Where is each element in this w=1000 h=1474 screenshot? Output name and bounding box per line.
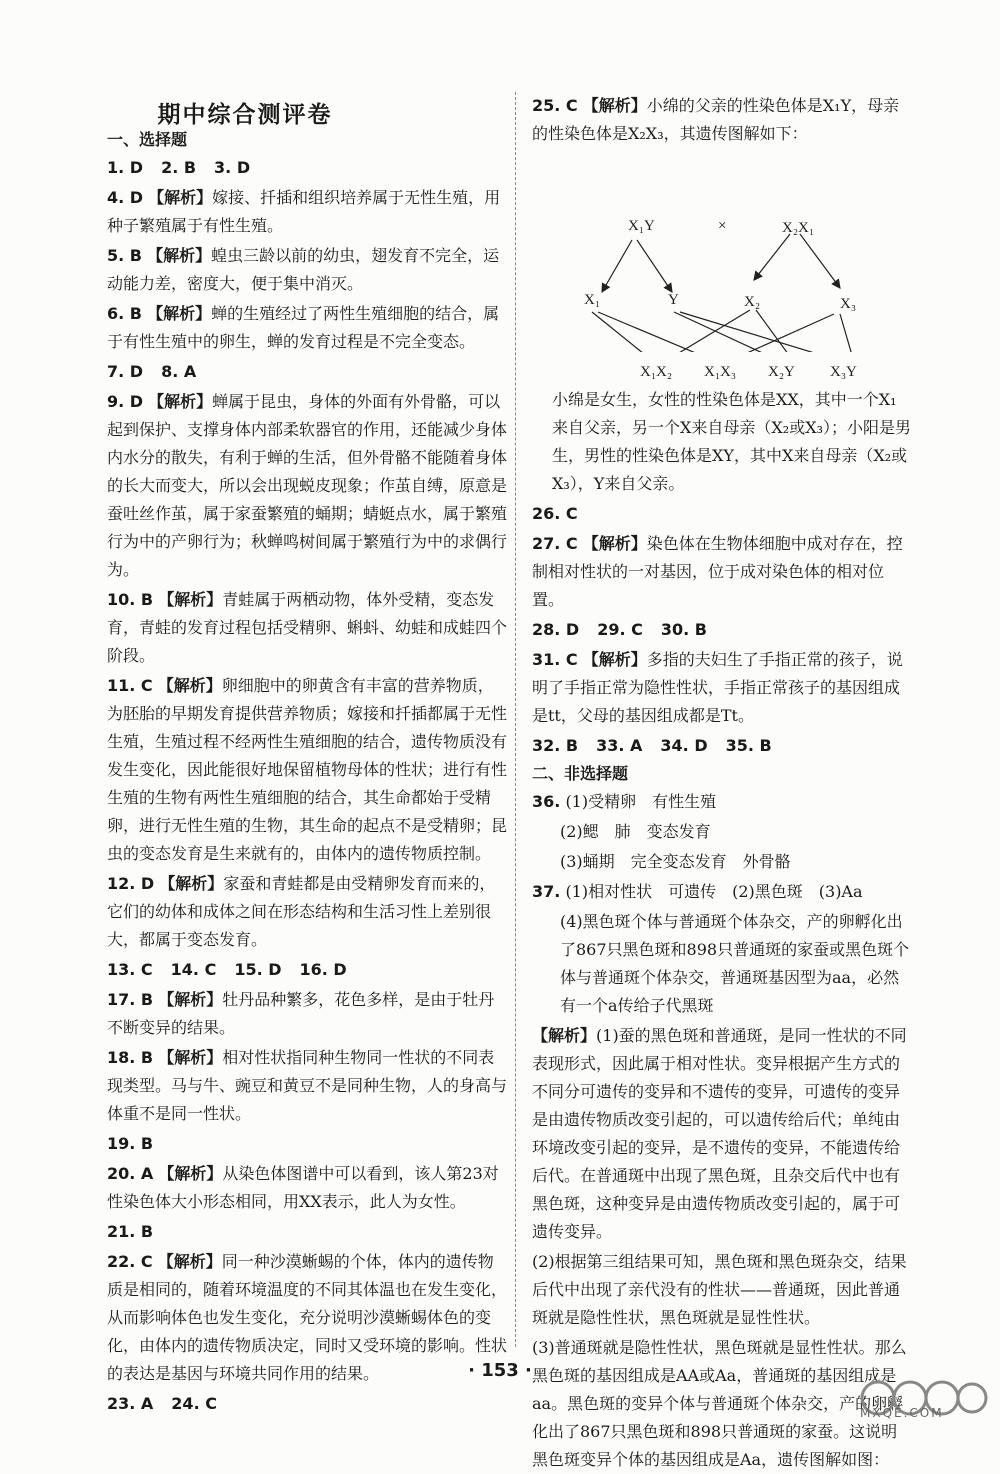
gamete: X₂ <box>744 294 761 310</box>
answer-line <box>532 500 912 528</box>
answer-item: 13. C <box>107 960 153 979</box>
question-number: 5. B <box>107 246 142 265</box>
question-number: 20. A <box>107 1164 154 1183</box>
answer-item <box>532 788 912 816</box>
answer-item <box>532 530 912 614</box>
offspring: X₁X₂ <box>640 364 673 380</box>
analysis-tag: 【解析】 <box>159 874 224 893</box>
answer-item <box>107 184 507 240</box>
cross-arrows <box>532 152 912 352</box>
answer-item <box>107 300 507 356</box>
answer-line <box>107 154 507 182</box>
answer-line <box>107 1130 507 1158</box>
answer-item <box>532 1022 912 1246</box>
answer-line <box>532 616 912 644</box>
arrow <box>602 240 632 292</box>
analysis-text: (1)蚕的黑色斑和普通斑，是同一性状的不同表现形式，因此属于相对性状。变异根据产生方式的不同分可遗传的变异和不遗传的变异，可遗传的变异是由遗传物质改变引起的，可以遗传给后代；单纯由环境改变引起的变异，是不遗传的变异，不能遗传给后代。在普通斑中出现了黑色斑，且杂交后代中也有黑色斑，这种变异是由遗传物质改变引起的，属于可遗传变异。 <box>532 1026 907 1241</box>
arrow <box>800 234 840 288</box>
analysis-text: 家蚕和青蛙都是由受精卵发育而来的，它们的幼体和成体之间在形态结构和生活习性上差别很大，都属于变态发育。 <box>107 874 496 949</box>
question-number: 4. D <box>107 188 144 207</box>
analysis-text: 卵细胞中的卵黄含有丰富的营养物质，为胚胎的早期发育提供营养物质；嫁接和扦插都属于无性生殖，生殖过程不经两性生殖细胞的结合，遗传物质没有发生变化，因此能很好地保留植物母体的性状；进行有性生殖的生物有两性生殖细胞的结合，其生命都始于受精卵，进行无性生殖的生物，其生命的起点不是受精卵；昆虫的变态发育是生来就有的，由体内的遗传物质控制。 <box>107 676 508 863</box>
question-number: 18. B <box>107 1048 154 1067</box>
answer-item <box>107 242 507 298</box>
question-number: 6. B <box>107 304 142 323</box>
question-number: 27. C <box>532 534 578 553</box>
question-number: 12. D <box>107 874 155 893</box>
analysis-tag: 【解析】 <box>148 392 213 411</box>
question-number: 37. <box>532 882 561 901</box>
analysis-tag: 【解析】 <box>158 590 223 609</box>
answer-item: 35. B <box>725 736 772 755</box>
answer-item <box>107 870 507 954</box>
gamete: X₁ <box>584 292 601 308</box>
analysis-text: 从染色体图谱中可以看到，该人第23对性染色体大小形态相同，用XX表示，此人为女性。 <box>107 1164 499 1211</box>
watermark-text: MXQE.COM <box>860 1406 944 1420</box>
question-number: 11. C <box>107 676 153 695</box>
analysis-text: 小绵是女生，女性的性染色体是XX，其中一个X₁来自父亲，另一个X来自母亲（X₂或X₃）；小阳是男生，男性的性染色体是XY，其中X来自母亲（X₂或X₃），Y来自父亲。 <box>552 390 912 493</box>
answer-item <box>107 388 507 584</box>
right-column <box>532 92 912 1474</box>
answer-item <box>107 1160 507 1216</box>
answer-line <box>532 732 912 760</box>
answer-item: 29. C <box>597 620 643 639</box>
analysis-tag: 【解析】 <box>158 990 223 1009</box>
answer-item: 34. D <box>660 736 708 755</box>
left-column <box>107 126 507 1418</box>
answer-item <box>107 672 507 868</box>
question-number: 10. B <box>107 590 154 609</box>
analysis-text: 蝗虫三龄以前的幼虫，翅发育不完全，运动能力差，密度大，便于集中消灭。 <box>107 246 500 293</box>
analysis-tag: 【解析】 <box>148 188 213 207</box>
analysis-text: 相对性状指同种生物同一性状的不同表现类型。马与牛、豌豆和黄豆不是同种生物，人的身高与体重不是同一性状。 <box>107 1048 508 1123</box>
answer-item: 2. B <box>161 158 197 177</box>
cross-symbol: × <box>718 218 727 234</box>
sub-answer: (3)蛹期 完全变态发育 外骨骼 <box>560 852 791 871</box>
analysis-text: 蝉属于昆虫，身体的外面有外骨骼，可以起到保护、支撑身体内部柔软器官的作用，还能减少身体内水分的散失，有利于蝉的生活，但外骨骼不能随着身体的长大而变大，所以会出现蜕皮现象；作茧自缚，原意是蚕吐丝作茧，属于家蚕繁殖的蛹期；蜻蜓点水，属于繁殖行为中的产卵行为；秋蝉鸣树间属于繁殖行为中的求偶行为。 <box>107 392 508 579</box>
question-number: 25. C <box>532 96 578 115</box>
sub-answer: (2)鳃 肺 变态发育 <box>560 822 711 841</box>
answer-item: 15. D <box>234 960 282 979</box>
genetic-cross-diagram <box>532 152 912 352</box>
offspring: X₂Y <box>768 364 795 380</box>
answer-item: 23. A <box>107 1394 154 1413</box>
question-number: 17. B <box>107 990 154 1009</box>
sub-answer: (4)黑色斑个体与普通斑个体杂交，产的卵孵化出了867只黑色斑和898只普通斑的家蚕或黑色斑个体与普通斑个体杂交，普通斑基因型为aa，必然有一个a传给子代黑斑 <box>560 912 910 1015</box>
arrow <box>756 310 794 352</box>
section-heading-choice: 一、选择题 <box>107 130 188 149</box>
answer-item <box>107 986 507 1042</box>
mother-genotype: X₂X₁ <box>782 220 815 236</box>
answer-item: 3. D <box>214 158 251 177</box>
gamete: Y <box>668 292 679 308</box>
analysis-tag: 【解析】 <box>157 1252 222 1271</box>
answer-item <box>532 878 912 906</box>
answer-item: 7. D <box>107 362 144 381</box>
analysis-tag: 【解析】 <box>157 676 222 695</box>
answer-item: 33. A <box>596 736 643 755</box>
answer-line <box>107 1218 507 1246</box>
answer-item <box>107 586 507 670</box>
father-genotype: X₁Y <box>628 218 655 234</box>
answer-item <box>532 92 912 148</box>
answer-item: 28. D <box>532 620 580 639</box>
section-heading-nonchoice: 二、非选择题 <box>532 764 629 783</box>
answer-item: 30. B <box>660 620 707 639</box>
answer-item: 32. B <box>532 736 579 755</box>
analysis-tag: 【解析】 <box>582 650 647 669</box>
analysis-tag: 【解析】 <box>147 304 212 323</box>
analysis-tag: 【解析】 <box>532 1026 597 1045</box>
analysis-text: 同一种沙漠蜥蜴的个体，体内的遗传物质是相同的，随着环境温度的不同其体温也在发生变化，从而影响体色也发生变化，充分说明沙漠蜥蜴体色的变化，由体内的遗传物质决定，同时又受环境的影响。性状的表达是基因与环境共同作用的结果。 <box>107 1252 508 1383</box>
question-number: 31. C <box>532 650 578 669</box>
answer-line <box>107 358 507 386</box>
sub-answer: (1)相对性状 可遗传 (2)黑色斑 (3)Aa <box>565 882 863 901</box>
answer-item: 19. B <box>107 1134 154 1153</box>
column-divider <box>515 92 516 1347</box>
offspring-row <box>532 356 912 386</box>
answer-item: 21. B <box>107 1222 154 1241</box>
analysis-text: 染色体在生物体细胞中成对存在，控制相对性状的一对基因，位于成对染色体的相对位置。 <box>532 534 903 609</box>
analysis-tag: 【解析】 <box>582 96 647 115</box>
arrow <box>727 314 834 352</box>
analysis-text: 蝉的生殖经过了两性生殖细胞的结合，属于有性生殖中的卵生，蝉的发育过程是不完全变态。 <box>107 304 500 351</box>
question-number: 36. <box>532 792 561 811</box>
answer-line <box>107 1390 507 1418</box>
analysis-text: (2)根据第三组结果可知，黑色斑和黑色斑杂交，结果后代中出现了亲代没有的性状——普通斑，因此普通斑就是隐性性状，黑色斑就是显性性状。 <box>532 1252 907 1327</box>
analysis-tag: 【解析】 <box>158 1048 223 1067</box>
analysis-text: 嫁接、扦插和组织培养属于无性生殖，用种子繁殖属于有性生殖。 <box>107 188 501 235</box>
analysis-text: 青蛙属于两栖动物，体外受精，变态发育，青蛙的发育过程包括受精卵、蝌蚪、幼蛙和成蛙四个阶段。 <box>107 590 508 665</box>
answer-item: 16. D <box>299 960 347 979</box>
analysis-text: 小绵的父亲的性染色体是X₁Y，母亲的性染色体是X₂X₃，其遗传图解如下： <box>532 96 900 143</box>
arrow <box>840 314 854 352</box>
analysis-tag: 【解析】 <box>582 534 647 553</box>
answer-line <box>107 956 507 984</box>
answer-item: 8. A <box>161 362 197 381</box>
answer-item: 1. D <box>107 158 144 177</box>
question-number: 22. C <box>107 1252 153 1271</box>
answer-item: 14. C <box>170 960 217 979</box>
arrow <box>637 240 672 292</box>
sub-answer: (1)受精卵 有性生殖 <box>565 792 717 811</box>
analysis-text: 牡丹品种繁多，花色多样，是由于牡丹不断变异的结果。 <box>107 990 495 1037</box>
answer-item: 24. C <box>171 1394 217 1413</box>
offspring: X₃Y <box>830 364 857 380</box>
page-title: 期中综合测评卷 <box>157 102 333 128</box>
answer-item: 26. C <box>532 504 578 523</box>
analysis-tag: 【解析】 <box>158 1164 223 1183</box>
analysis-text: (3)普通斑就是隐性性状，黑色斑就是显性性状。那么黑色斑的基因组成是AA或Aa，普通斑的基因组成是aa。黑色斑的变异个体与普通斑个体杂交，产的卵孵化出了867只黑色斑和898只普通斑的家蚕。这说明黑色斑变异个体的基因组成是Aa，遗传图解如图： <box>532 1338 907 1469</box>
analysis-text: 多指的夫妇生了手指正常的孩子，说明了手指正常为隐性性状，手指正常孩子的基因组成是tt，父母的基因组成都是Tt。 <box>532 650 903 725</box>
offspring: X₁X₃ <box>704 364 737 380</box>
page-number: · 153 · <box>468 1360 532 1381</box>
analysis-tag: 【解析】 <box>147 246 212 265</box>
gamete: X₃ <box>840 296 857 312</box>
question-number: 9. D <box>107 392 144 411</box>
answer-item <box>532 646 912 730</box>
answer-item <box>107 1044 507 1128</box>
